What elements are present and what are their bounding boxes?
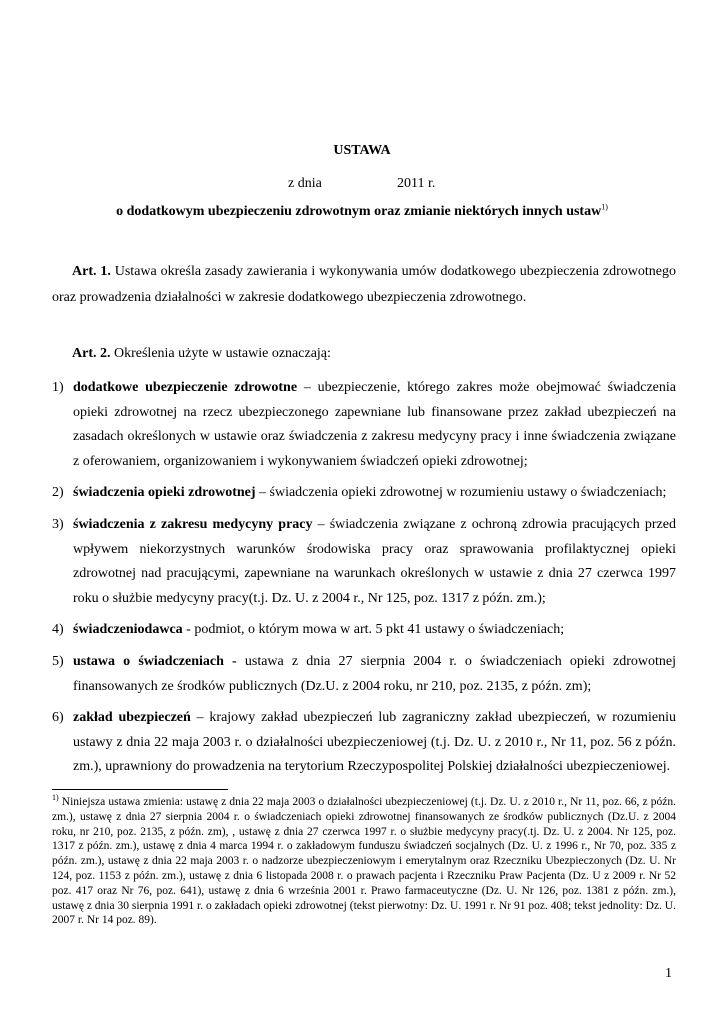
item-text: - podmiot, o którym mowa w art. 5 pkt 41 ustawy o świadczeniach; [182,622,565,638]
act-subtitle [0,204,724,220]
article-2-label: Art. 2. [72,346,111,361]
item-text: ustawa z dnia 27 sierpnia 2004 r. o świadczeniach opieki zdrowotnej finansowanych ze środków publicznych (Dz.U. z 2004 roku, nr 210, poz. 2135, z późn. zm); [73,653,676,694]
article-1-label: Art. 1. [72,264,111,279]
date-year: 2011 r. [397,176,436,191]
list-item [52,481,676,506]
article-1-text: Ustawa określa zasady zawierania i wykonywania umów dodatkowego ubezpieczenia zdrowotnego oraz prowadzenia działalności w zakresie dodatkowego ubezpieczenia zdrowotnego. [52,264,676,305]
item-text: – ubezpieczenie, którego zakres może obejmować świadczenia opieki zdrowotnej na rzecz ubezpieczonego zapewniane lub finansowane przez zakład ubezpieczeń na zasadach określonych w ustawie oraz świadczenia z zakresu medycyny pracy i inne świadczenia związane z oferowaniem, organizowaniem i wykonywaniem świadczeń opieki zdrowotnej; [73,380,676,469]
article-2 [52,341,676,367]
item-term: świadczenia opieki zdrowotnej [73,485,256,501]
item-number: 5) [52,653,64,669]
article-2-text: Określenia użyte w ustawie oznaczają: [110,346,331,361]
list-item [52,618,676,643]
definitions-list [52,376,676,787]
item-term: dodatkowe ubezpieczenie zdrowotne [73,380,298,395]
page-number: 1 [665,966,672,981]
item-number: 3) [52,516,64,532]
list-item [52,650,676,699]
list-item [52,513,676,611]
list-item [52,376,676,474]
item-term: ustawa o świadczeniach - [73,653,237,669]
footnote-divider [52,789,228,790]
item-term: zakład ubezpieczeń [73,710,191,726]
item-text: – świadczenia opieki zdrowotnej w rozumieniu ustawy o świadczeniach; [255,485,667,501]
item-text: – krajowy zakład ubezpieczeń lub zagraniczny zakład ubezpieczeń, w rozumieniu ustawy z dnia 22 maja 2003 r. o działalności ubezpieczeniowej (t.j. Dz. U. z 2010 r., Nr 11, poz. 56 z późn. zm.), uprawniony do prowadzenia na terytorium Rzeczypospolitej Polskiej działalności ubezpieczeniowej. [73,710,676,775]
item-term: świadczenia z zakresu medycyny pracy [73,516,313,532]
subtitle-text: o dodatkowym ubezpieczeniu zdrowotnym oraz zmianie niektórych innych ustaw [116,204,602,219]
item-number: 2) [52,485,64,501]
item-number: 6) [52,710,64,726]
footnote-number: 1) [52,793,59,803]
act-title: USTAWA [333,143,391,158]
footnote-ref: 1) [601,202,608,212]
list-item [52,706,676,780]
date-prefix: z dnia [288,176,322,191]
footnote-text: Niniejsza ustawa zmienia: ustawę z dnia 22 maja 2003 o działalności ubezpieczeniowej (t.j. Dz. U. z 2010 r., Nr 11, poz. 66, z późn. zm.), ustawę z dnia 27 sierpnia 2004 r. o świadczeniach opieki zdrowotnej finansowanych ze środków publicznych (Dz.U. z 2004 roku, nr 210, poz. 2135, z późn. zm), , ustawę z dnia 27 czerwca 1997 r. o służbie medycyny pracy(.tj. Dz. U. z 2004. Nr 125, poz. 1317 z późn. zm.), ustawę z dnia 4 marca 1994 r. o zakładowym funduszu świadczeń socjalnych (Dz. U. z 1996 r., Nr 70, poz. 335 z późn. zm.), ustawę z dnia 22 maja 2003 r. o nadzorze ubezpieczeniowym i emerytalnym oraz Rzeczniku Ubezpieczonych (Dz. U. Nr 124, poz. 1153 z późn. zm.), ustawę z dnia 6 listopada 2008 r. o prawach pacjenta i Rzeczniku Praw Pacjenta (Dz. U z 2009 r. Nr 52 poz. 417 oraz Nr 76, poz. 641), ustawę z dnia 6 września 2001 r. Prawo farmaceutyczne (Dz. U. Nr 126, poz. 1381 z późn. zm.), ustawę z dnia 30 sierpnia 1991 r. o zakładach opieki zdrowotnej (tekst pierwotny: Dz. U. 1991 r. Nr 91 poz. 408; tekst jednolity: Dz. U. 2007 r. Nr 14 poz. 89). [52,796,676,927]
item-term: świadczeniodawca [73,622,183,638]
item-number: 4) [52,622,64,638]
item-text: – świadczenia związane z ochroną zdrowia pracujących przed wpływem niekorzystnych warunków środowiska pracy oraz sprawowania profilaktycznej opieki zdrowotnej nad pracującymi, zapewniane na warunkach określonych w ustawie z dnia 27 czerwca 1997 roku o służbie medycyny pracy(t.j. Dz. U. z 2004 r., Nr 125, poz. 1317 z późn. zm.); [73,516,676,606]
item-number: 1) [52,380,64,395]
footnote [52,795,676,928]
article-1 [52,259,676,311]
